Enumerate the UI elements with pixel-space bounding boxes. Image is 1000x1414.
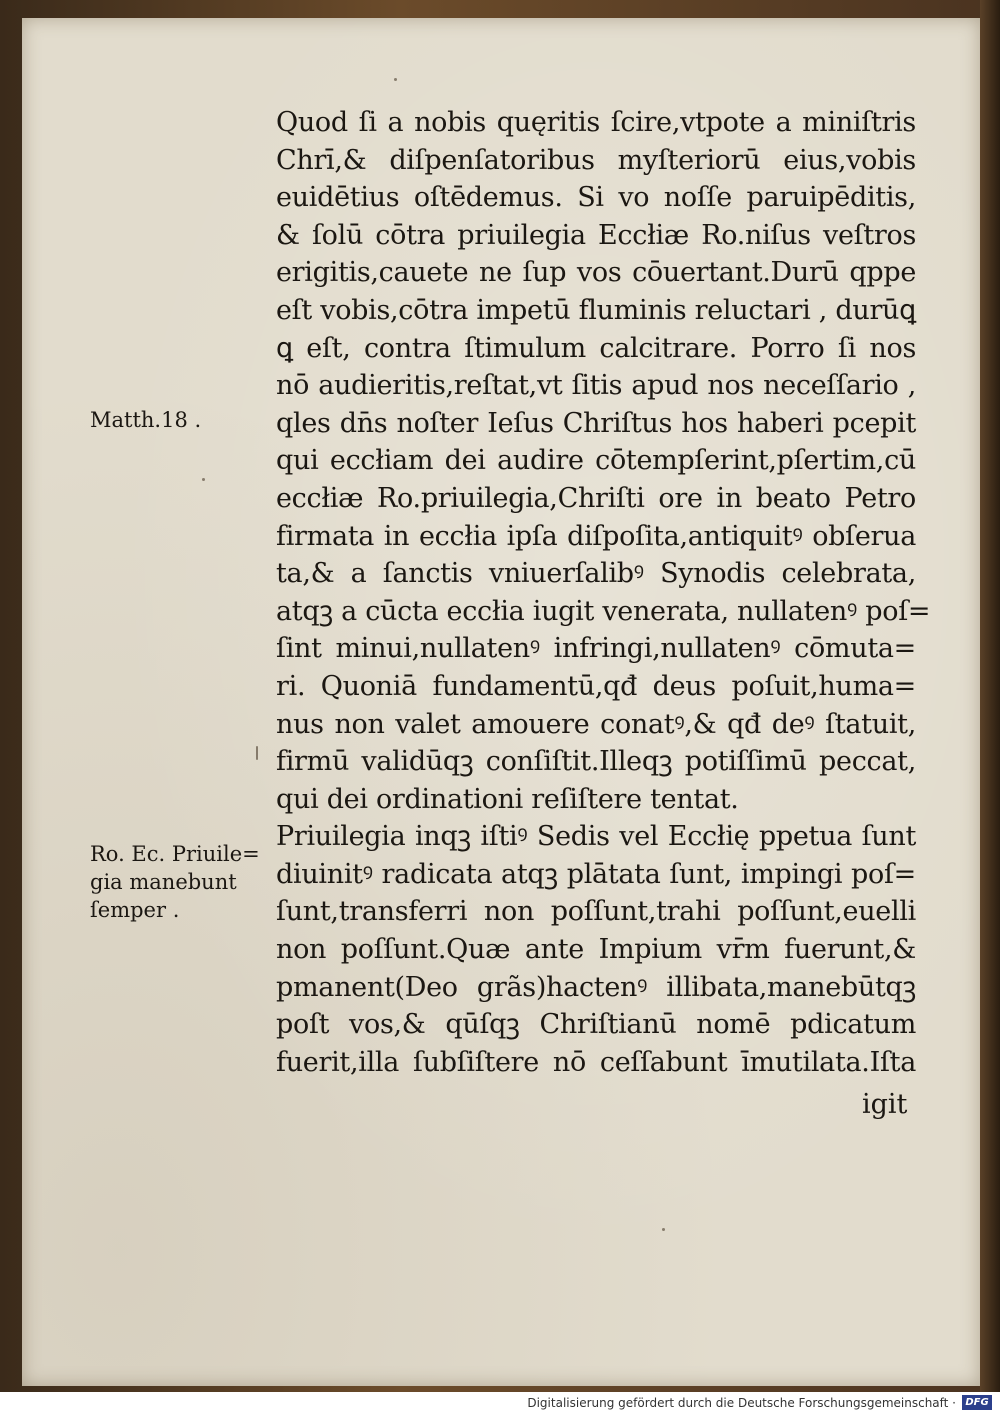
text-line: qui eccłiam dei audire cōtempſerint,pſertim,cū — [276, 445, 916, 477]
marginal-line: Ro. Ec. Priuile= — [90, 842, 260, 866]
catchword: igit — [862, 1089, 908, 1120]
paper-speck — [256, 746, 258, 760]
text-line: nō audieritis,reſtat,vt ſitis apud nos neceſſario , — [276, 370, 916, 402]
text-line: pmanent(Deo grãs)hactenꝰ illibata,manebūtqꝫ — [276, 971, 916, 1003]
text-line: atqꝫ a cūcta eccłia iugit venerata, nullatenꝰ poſ= — [276, 595, 931, 627]
text-line: qles dn̄s noſter Ieſus Chriſtus hos haberi pcepit — [276, 407, 916, 439]
paper-speck — [394, 78, 397, 81]
paper-speck — [662, 1228, 665, 1231]
text-line: eſt vobis,cōtra impetū fluminis reluctari , durūꝗ — [276, 294, 916, 326]
text-line: firmata in eccłia ipſa diſpoſita,antiquitꝰ obſerua — [276, 520, 916, 552]
paper-speck — [202, 478, 205, 481]
text-line: ſunt,transferri non poſſunt,trahi poſſunt,euelli — [276, 896, 916, 928]
text-line: eccłiæ Ro.priuilegia,Chriſti ore in beato Petro — [276, 482, 916, 514]
main-text-block — [276, 104, 931, 1081]
text-line: ſint minui,nullatenꝰ infringi,nullatenꝰ cōmuta= — [276, 633, 916, 665]
text-line: ꝗ eſt, contra ſtimulum calcitrare. Porro ſi nos — [276, 332, 916, 364]
text-line: Priuilegia inqꝫ iſtiꝰ Sedis vel Eccłię ppetua ſunt — [276, 821, 916, 853]
book-spine-edge — [980, 0, 1000, 1392]
marginal-line: gia manebunt — [90, 870, 237, 894]
funding-credit: Digitalisierung gefördert durch die Deutsche Forschungsgemeinschaft · — [527, 1396, 956, 1410]
text-line: euidētius oſtēdemus. Si vo noſſe paruipēditis, — [276, 182, 916, 214]
marginal-note-reference: Matth.18 . — [90, 408, 202, 432]
text-line: Quod ſi a nobis quęritis ſcire,vtpote a miniſtris — [276, 107, 916, 138]
footer-bar — [0, 1392, 1000, 1414]
text-line: firmū validūqꝫ conſiſtit.Illeqꝫ potiſſimū peccat, — [276, 746, 916, 778]
text-line: ri. Quoniā fundamentū,qđ deus poſuit,huma= — [276, 670, 916, 702]
text-line: Chrī,& diſpenſatoribus myſteriorū eius,vobis — [276, 144, 916, 176]
text-line: ta,& a ſanctis vniuerſalibꝰ Synodis celebrata, — [276, 558, 916, 590]
text-line: nus non valet amouere conatꝰ,& qđ deꝰ ſtatuit, — [276, 708, 916, 740]
text-line: poſt vos,& qūſqꝫ Chriſtianū nomē pdicatum — [276, 1009, 916, 1041]
text-line: erigitis,cauete ne ſup vos cōuertant.Durū qppe — [276, 257, 916, 289]
text-line: fuerit,illa ſubſiſtere nō ceſſabunt īmutilata.Iſta — [276, 1046, 916, 1078]
dfg-logo: DFG — [962, 1395, 992, 1410]
marginal-note-gloss — [90, 840, 260, 924]
text-line: qui dei ordinationi reſiſtere tentat. — [276, 783, 739, 815]
text-line: & ſolū cōtra priuilegia Eccłiæ Ro.niſus veſtros — [276, 219, 916, 251]
text-line: diuinitꝰ radicata atqꝫ plātata ſunt, impingi poſ= — [276, 858, 916, 890]
text-line: non poſſunt.Quæ ante Impium vr̄m fuerunt,& — [276, 934, 916, 966]
marginal-line: ſemper . — [90, 898, 180, 922]
